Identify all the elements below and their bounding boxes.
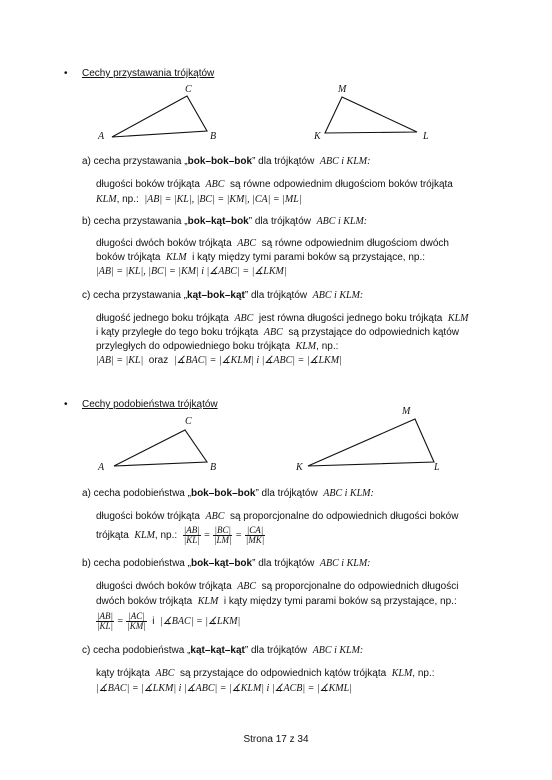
- text: ” dla trójkątów: [252, 558, 315, 569]
- math: ABC: [237, 581, 257, 592]
- math: ABC i KLM:: [319, 156, 371, 167]
- paragraph-line: [96, 179, 453, 191]
- paragraph-line: [96, 611, 240, 633]
- text: są równe odpowiednim długościom dwóch: [261, 238, 449, 249]
- paragraph-line: [96, 683, 352, 695]
- vertex-label: C: [185, 84, 192, 95]
- paragraph-line: [96, 341, 338, 353]
- math: ABC: [263, 327, 283, 338]
- vertex-label: K: [314, 131, 321, 142]
- text: i kąty między tymi parami boków są przystające, np.:: [192, 252, 426, 263]
- paragraph-line: [96, 327, 459, 339]
- text: są przystające do odpowiednich kątów trójkąta: [179, 668, 387, 679]
- text: , np.:: [116, 194, 139, 205]
- text: c) cecha podobieństwa „: [82, 645, 191, 656]
- text: długości boków trójkąta: [96, 511, 200, 522]
- triangle-klm-2: [308, 419, 434, 466]
- paragraph-line: [96, 581, 458, 593]
- math: |∡BAC| = |∡LKM| i |∡ABC| = |∡KLM| i |∡ACB| = |∡KML|: [96, 683, 352, 694]
- math: ABC: [205, 511, 225, 522]
- text: dwóch boków trójkąta: [96, 596, 193, 607]
- math: KLM: [96, 194, 117, 205]
- text: c) cecha przystawania „: [82, 290, 188, 301]
- text: , np.:: [412, 668, 435, 679]
- math: ABC i KLM:: [312, 290, 364, 301]
- bullet: •: [64, 399, 68, 410]
- item-a-congruence: [82, 156, 370, 168]
- fraction: [183, 526, 201, 545]
- item-b-similarity: [82, 558, 370, 570]
- math: KLM: [391, 668, 413, 679]
- fraction: [245, 526, 265, 545]
- math: |AB| = |KL|, |BC| = |KM| i |∡ABC| = |∡LKM|: [96, 266, 287, 277]
- rule-name: bok–kąt–bok: [190, 558, 253, 569]
- text: i kąty między tymi parami boków są przystające, np.:: [223, 596, 457, 607]
- paragraph-line: [96, 525, 265, 547]
- text: a) cecha podobieństwa „: [82, 488, 191, 499]
- rule-name: bok–bok–bok: [190, 488, 256, 499]
- denominator: |LM|: [214, 534, 232, 545]
- math: ABC: [234, 313, 254, 324]
- text: są równe odpowiednim długościom boków trójkąta: [229, 179, 453, 190]
- vertex-label: L: [423, 131, 429, 142]
- numerator: |AB|: [183, 524, 200, 535]
- math: KLM: [134, 530, 155, 541]
- text: długość jednego boku trójkąta: [96, 313, 229, 324]
- item-c-similarity: [82, 645, 363, 657]
- text: ” dla trójkątów: [244, 290, 308, 301]
- vertex-label: B: [210, 131, 217, 142]
- math: |∡BAC| = |∡LKM|: [160, 616, 241, 627]
- fraction: [213, 526, 232, 545]
- triangle-abc-2: [114, 430, 207, 466]
- rule-name: bok–bok–bok: [187, 156, 253, 167]
- paragraph-line: [96, 238, 449, 250]
- text: oraz: [148, 355, 169, 366]
- numerator: |BC|: [214, 524, 231, 535]
- page-footer: Strona 17 z 34: [243, 734, 309, 745]
- numerator: |AB|: [97, 610, 113, 621]
- numerator: |CA|: [246, 524, 264, 535]
- text: trójkąta: [96, 530, 129, 541]
- math: ABC i KLM:: [323, 488, 374, 499]
- vertex-label: M: [338, 84, 347, 95]
- denominator: |KM|: [127, 620, 146, 631]
- triangle-abc-1: [112, 96, 207, 137]
- math: KLM: [197, 596, 219, 607]
- math: KLM: [447, 313, 469, 324]
- vertex-label: B: [210, 462, 217, 473]
- rule-name: kąt–kąt–kąt: [190, 645, 245, 656]
- text: ” dla trójkątów: [248, 216, 311, 227]
- paragraph-line: [96, 596, 457, 608]
- text: są proporcjonalne do odpowiednich długości: [261, 581, 459, 592]
- paragraph-line: [96, 355, 342, 367]
- paragraph-line: [96, 668, 435, 680]
- fraction: [126, 612, 146, 631]
- vertex-label: A: [98, 131, 105, 142]
- text: jest równa długości jednego boku trójkąta: [258, 313, 443, 324]
- math: |AB| = |KL|, |BC| = |KM|, |CA| = |ML|: [144, 194, 302, 205]
- text: długości boków trójkąta: [96, 179, 200, 190]
- text: są proporcjonalne do odpowiednich długości boków: [229, 511, 459, 522]
- text: , np.:: [316, 341, 339, 352]
- vertex-label: K: [296, 462, 303, 473]
- math: ABC: [155, 668, 175, 679]
- denominator: |MK|: [245, 534, 265, 545]
- text: przyległych do odpowiedniego boku trójkąta: [96, 341, 291, 352]
- text: są przystające do odpowiednich kątów: [288, 327, 459, 338]
- math: ABC i KLM:: [316, 216, 368, 227]
- math: KLM: [166, 252, 187, 263]
- text: długości dwóch boków trójkąta: [96, 581, 232, 592]
- rule-name: kąt–bok–kąt: [187, 290, 245, 301]
- rule-name: bok–kąt–bok: [187, 216, 249, 227]
- equals: =: [116, 616, 124, 627]
- item-a-similarity: [82, 488, 374, 500]
- paragraph-line: [96, 266, 287, 278]
- text: b) cecha przystawania „: [82, 216, 188, 227]
- vertex-label: C: [185, 416, 192, 427]
- paragraph-line: [96, 511, 458, 523]
- math: KLM: [295, 341, 317, 352]
- item-b-congruence: [82, 216, 367, 228]
- vertex-label: A: [98, 462, 105, 473]
- math: ABC: [205, 179, 225, 190]
- bullet: •: [64, 68, 68, 79]
- paragraph-line: [96, 252, 425, 264]
- math: ABC i KLM:: [312, 645, 364, 656]
- math: |AB| = |KL|: [96, 355, 144, 366]
- math: ABC: [237, 238, 257, 249]
- section-heading-congruence: Cechy przystawania trójkątów: [82, 68, 215, 79]
- vertex-label: M: [402, 406, 411, 417]
- equals: =: [235, 530, 242, 541]
- fraction: [96, 612, 114, 631]
- denominator: |KL|: [183, 534, 200, 545]
- section-heading-similarity: Cechy podobieństwa trójkątów: [82, 399, 218, 410]
- triangle-klm-1: [325, 97, 417, 133]
- text: i kąty przyległe do tego boku trójkąta: [96, 327, 259, 338]
- math: |∡BAC| = |∡KLM| i |∡ABC| = |∡LKM|: [173, 355, 342, 366]
- item-c-congruence: [82, 290, 363, 302]
- paragraph-line: [96, 194, 302, 206]
- text: b) cecha podobieństwa „: [82, 558, 191, 569]
- text: długości dwóch boków trójkąta: [96, 238, 232, 249]
- equals: =: [203, 530, 211, 541]
- paragraph-line: [96, 313, 468, 325]
- text: i: [152, 616, 155, 627]
- denominator: |KL|: [97, 620, 113, 631]
- text: , np.:: [154, 530, 178, 541]
- text: a) cecha przystawania „: [82, 156, 188, 167]
- math: ABC i KLM:: [319, 558, 371, 569]
- vertex-label: L: [434, 462, 440, 473]
- text: kąty trójkąta: [96, 668, 150, 679]
- text: boków trójkąta: [96, 252, 161, 263]
- text: ” dla trójkątów: [252, 156, 315, 167]
- numerator: |AC|: [128, 610, 145, 621]
- text: ” dla trójkątów: [244, 645, 308, 656]
- text: ” dla trójkątów: [255, 488, 318, 499]
